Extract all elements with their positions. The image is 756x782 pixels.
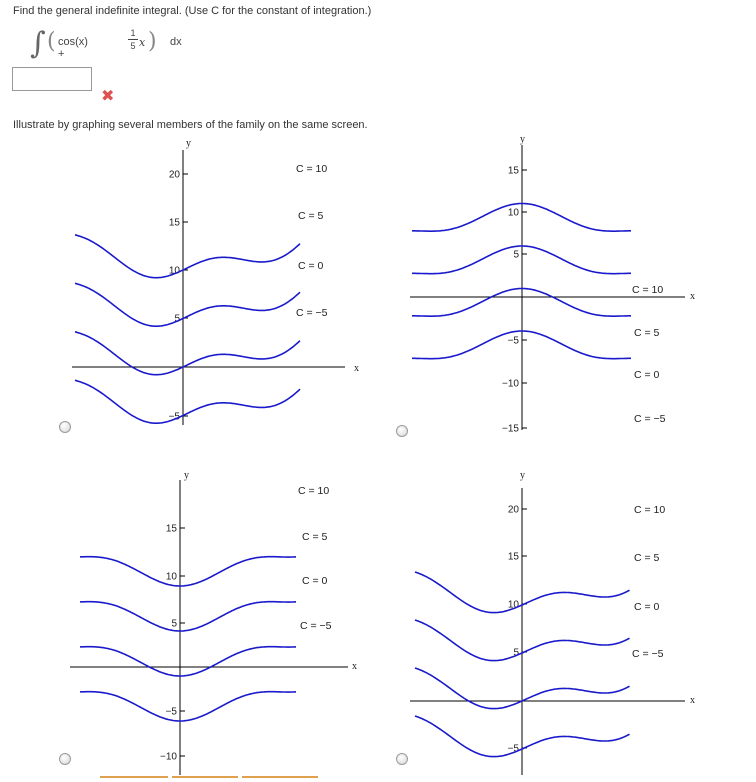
- y-tick-label: −10: [160, 751, 177, 763]
- c-value-label: C = −5: [634, 413, 666, 425]
- family-curve-c0: [80, 557, 296, 586]
- tab-edge-3: [242, 776, 318, 782]
- integrand-cos: cos(x) +: [58, 36, 88, 60]
- graph-a: [72, 138, 359, 425]
- right-paren: ): [148, 29, 157, 54]
- y-tick-label: 5: [174, 313, 180, 325]
- c-value-label: C = 0: [634, 369, 660, 381]
- y-axis-label: y: [184, 470, 189, 481]
- option-d-radio[interactable]: [396, 753, 408, 765]
- fraction-denominator: 5: [130, 41, 136, 51]
- family-curve-c2: [75, 332, 300, 375]
- family-curve-c2: [80, 647, 296, 676]
- y-tick-label: −5: [165, 706, 177, 718]
- c-value-label: C = 0: [302, 575, 328, 587]
- c-value-label: C = −5: [300, 620, 332, 632]
- y-axis-label: y: [186, 138, 191, 149]
- option-a-radio[interactable]: [59, 421, 71, 433]
- y-tick-label: 5: [513, 647, 519, 659]
- y-tick-label: 10: [507, 599, 519, 611]
- y-tick-label: −5: [507, 335, 519, 347]
- tab-edge-1: [100, 776, 168, 782]
- y-tick-label: 5: [171, 618, 177, 630]
- family-curve-c3: [80, 692, 296, 721]
- graph-b: [410, 134, 695, 435]
- c-value-label: C = 5: [302, 531, 328, 543]
- integral-sign: ∫: [30, 26, 46, 61]
- left-paren: (: [47, 29, 56, 54]
- x-axis-label: x: [690, 695, 695, 706]
- y-axis-label: y: [520, 470, 525, 481]
- y-tick-label: 15: [168, 217, 180, 229]
- c-value-label: C = 10: [632, 284, 664, 296]
- c-value-label: C = 0: [634, 601, 660, 613]
- y-tick-label: 20: [507, 504, 519, 516]
- graph-instruction: Illustrate by graphing several members of the family on the same screen.: [13, 119, 368, 131]
- integrand-variable: x: [139, 36, 146, 49]
- c-value-label: C = 0: [298, 260, 324, 272]
- y-tick-label: 20: [168, 169, 180, 181]
- y-tick-label: 15: [165, 523, 177, 535]
- c-value-label: C = 5: [634, 327, 660, 339]
- c-value-label: C = 10: [634, 504, 666, 516]
- y-tick-label: −5: [507, 743, 519, 755]
- y-axis-label: y: [520, 134, 525, 145]
- graph-d: [410, 470, 695, 775]
- c-value-label: C = −5: [296, 307, 328, 319]
- y-tick-label: −5: [168, 411, 180, 423]
- fraction-numerator: 1: [128, 27, 138, 40]
- red-x-icon: ✖: [101, 88, 115, 105]
- c-value-label: C = 10: [296, 163, 328, 175]
- y-tick-label: 10: [507, 207, 519, 219]
- c-value-label: C = 5: [298, 210, 324, 222]
- y-tick-label: 10: [165, 571, 177, 583]
- y-tick-label: −15: [502, 423, 519, 435]
- x-axis-label: x: [354, 363, 359, 374]
- tab-edge-2: [172, 776, 238, 782]
- differential: dx: [170, 36, 182, 48]
- y-tick-label: 15: [507, 165, 519, 177]
- c-value-label: C = 5: [634, 552, 660, 564]
- x-axis-label: x: [352, 661, 357, 672]
- family-curve-c0: [75, 235, 300, 278]
- option-c-radio[interactable]: [59, 753, 71, 765]
- y-tick-label: 10: [168, 265, 180, 277]
- y-tick-label: 5: [513, 249, 519, 261]
- family-curve-c1: [75, 283, 300, 326]
- y-tick-label: 15: [507, 551, 519, 563]
- c-value-label: C = −5: [632, 648, 664, 660]
- option-b-radio[interactable]: [396, 425, 408, 437]
- graph-c: [70, 470, 357, 775]
- question-prompt: Find the general indefinite integral. (Use C for the constant of integration.): [13, 5, 372, 17]
- family-curve-c1: [80, 602, 296, 631]
- y-tick-label: −10: [502, 378, 519, 390]
- family-curve-c3: [75, 380, 300, 423]
- c-value-label: C = 10: [298, 485, 330, 497]
- x-axis-label: x: [690, 291, 695, 302]
